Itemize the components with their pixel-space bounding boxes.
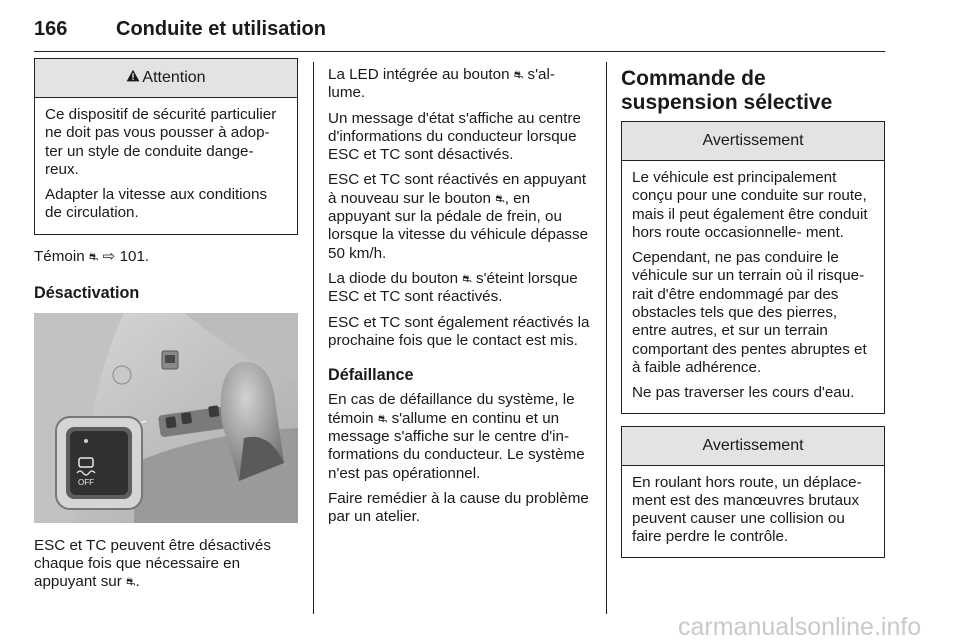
desactivation-heading: Désactivation <box>34 284 140 303</box>
warning-box-1 <box>621 121 885 414</box>
watermark: carmanualsonline.info <box>678 613 922 641</box>
warning-triangle-icon <box>126 59 140 97</box>
temoin-label: Témoin <box>34 248 85 265</box>
failure-text: En cas de défaillance du système, le témoin ⛐ s'allume en continu et un message s'affiche sur le centre d'in- formations du conducteur. Le système n'est pas opérationnel. <box>328 391 585 482</box>
attention-title: Attention <box>142 69 206 86</box>
warning-1-text-3: Ne pas traverser les cours d'eau. <box>632 384 855 402</box>
traction-icon: ⛐ <box>462 272 472 285</box>
column-2 <box>328 66 592 527</box>
suspension-heading: Commande de suspension sélective <box>621 67 833 114</box>
warning-2-text-1: En roulant hors route, un déplace- ment est des manœuvres brutaux peuvent causer une collision ou faire perdre le contrôle. <box>632 473 862 546</box>
warning-1-text-1: Le véhicule est principalement conçu pour une conduite sur route, mais il peut également être conduit hors route occasionnelle- ment. <box>632 169 868 241</box>
column-divider-2 <box>606 62 607 614</box>
column-3 <box>621 58 885 558</box>
header-rule <box>34 51 885 52</box>
warning-1-header: Avertissement <box>622 122 884 161</box>
defaillance-heading: Défaillance <box>328 366 414 385</box>
attention-text-1: Ce dispositif de sécurité particulier ne doit pas vous pousser à adop- ter un style de conduite dange- reux. <box>45 106 277 178</box>
page-ref-icon: ⇨ <box>102 248 116 265</box>
esc-deactivate-text: ESC et TC peuvent être désactivés chaque fois que nécessaire en appuyant sur ⛐. <box>34 536 271 591</box>
column-divider-1 <box>313 62 314 614</box>
diode-text: La diode du bouton ⛐ s'éteint lorsque ESC et TC sont réactivés. <box>328 269 578 306</box>
warning-1-text-2: Cependant, ne pas conduire le véhicule sur un terrain où il risque- rait d'être endommagé par des obstacles tels que des pierres, entre autres, et sur un terrain comportant des pentes abruptes et à faible adhérence. <box>632 249 867 376</box>
off-label: OFF <box>78 477 94 487</box>
esc-button-photo <box>34 313 298 523</box>
temoin-line <box>34 248 298 266</box>
status-message-text: Un message d'état s'affiche au centre d'informations du conducteur lorsque ESC et TC sont désactivés. <box>328 109 581 164</box>
traction-icon: ⛐ <box>495 192 505 205</box>
traction-icon: ⛐ <box>126 576 136 589</box>
page-ref: 101. <box>119 248 150 265</box>
traction-icon: ⛐ <box>513 69 524 81</box>
reactivation-text: ESC et TC sont réactivés en appuyant à nouveau sur le bouton ⛐, en appuyant sur la pédale de frein, ou lorsque la vitesse du véhicule dépasse 50 km/h. <box>328 171 589 262</box>
traction-icon: ⛐ <box>377 412 388 425</box>
column-1 <box>34 58 298 591</box>
led-text: La LED intégrée au bouton ⛐ s'al- lume. <box>328 66 555 102</box>
ignition-text: ESC et TC sont également réactivés la prochaine fois que le contact est mis. <box>328 313 590 349</box>
traction-icon: ⛐ <box>88 251 99 263</box>
attention-text-2: Adapter la vitesse aux conditions de circulation. <box>45 186 268 222</box>
warning-2-header: Avertissement <box>622 427 884 466</box>
page-number: 166 <box>34 18 68 40</box>
attention-header <box>35 59 297 98</box>
page-title: Conduite et utilisation <box>116 18 326 40</box>
workshop-text: Faire remédier à la cause du problème par un atelier. <box>328 489 589 526</box>
warning-box-2 <box>621 426 885 558</box>
attention-box <box>34 58 298 235</box>
